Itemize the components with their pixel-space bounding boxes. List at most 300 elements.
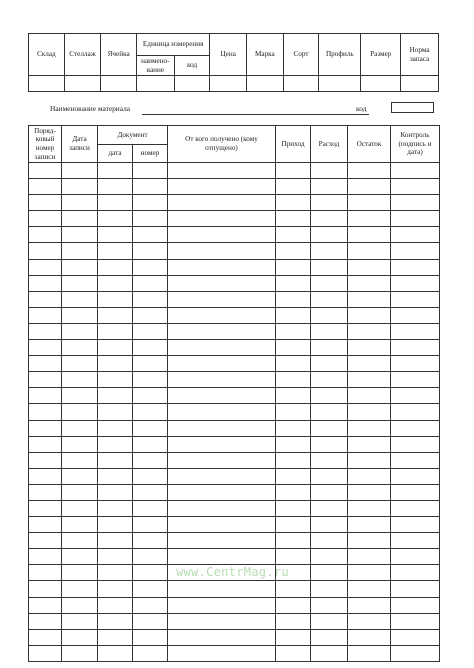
table-cell[interactable] bbox=[98, 629, 133, 645]
table-row[interactable] bbox=[29, 323, 440, 339]
table-cell[interactable] bbox=[133, 291, 168, 307]
table-row[interactable] bbox=[29, 227, 440, 243]
table-cell[interactable] bbox=[29, 259, 62, 275]
table-cell[interactable] bbox=[98, 645, 133, 661]
table-cell[interactable] bbox=[133, 243, 168, 259]
table-cell[interactable] bbox=[311, 307, 348, 323]
table-cell[interactable] bbox=[168, 484, 276, 500]
table-cell[interactable] bbox=[62, 195, 98, 211]
table-cell[interactable] bbox=[311, 581, 348, 597]
table-row[interactable] bbox=[29, 420, 440, 436]
table-cell[interactable] bbox=[391, 307, 440, 323]
table-cell[interactable] bbox=[391, 565, 440, 581]
table-cell[interactable] bbox=[98, 259, 133, 275]
table-cell[interactable] bbox=[168, 436, 276, 452]
table-cell[interactable] bbox=[311, 597, 348, 613]
table-cell[interactable] bbox=[276, 323, 311, 339]
table-cell[interactable] bbox=[98, 500, 133, 516]
table-cell[interactable] bbox=[62, 436, 98, 452]
table-cell[interactable] bbox=[311, 227, 348, 243]
table-row[interactable] bbox=[29, 645, 440, 661]
table-cell[interactable] bbox=[98, 565, 133, 581]
table-cell[interactable] bbox=[276, 468, 311, 484]
table-cell[interactable] bbox=[29, 388, 62, 404]
table-cell[interactable] bbox=[348, 340, 391, 356]
table-row[interactable] bbox=[29, 597, 440, 613]
table-cell[interactable] bbox=[311, 420, 348, 436]
table-cell[interactable] bbox=[29, 404, 62, 420]
table-cell[interactable] bbox=[29, 195, 62, 211]
table-cell[interactable] bbox=[348, 307, 391, 323]
table-row[interactable] bbox=[29, 452, 440, 468]
table-row[interactable] bbox=[29, 436, 440, 452]
table-cell[interactable] bbox=[168, 227, 276, 243]
table-cell[interactable] bbox=[133, 307, 168, 323]
table-cell[interactable] bbox=[391, 436, 440, 452]
table-cell[interactable] bbox=[311, 565, 348, 581]
table-cell[interactable] bbox=[311, 549, 348, 565]
table-cell[interactable] bbox=[168, 163, 276, 179]
table-cell[interactable] bbox=[348, 645, 391, 661]
table-cell[interactable] bbox=[391, 468, 440, 484]
table-cell[interactable] bbox=[276, 500, 311, 516]
table-cell[interactable] bbox=[29, 372, 62, 388]
table-cell[interactable] bbox=[276, 291, 311, 307]
table-cell[interactable] bbox=[276, 645, 311, 661]
table-cell[interactable] bbox=[348, 517, 391, 533]
table-cell[interactable] bbox=[311, 484, 348, 500]
table-cell[interactable] bbox=[311, 243, 348, 259]
table-cell[interactable] bbox=[311, 533, 348, 549]
table-cell[interactable] bbox=[62, 372, 98, 388]
table-cell[interactable] bbox=[133, 195, 168, 211]
table-cell[interactable] bbox=[168, 307, 276, 323]
table-cell[interactable] bbox=[348, 211, 391, 227]
table-cell[interactable] bbox=[348, 259, 391, 275]
table-cell[interactable] bbox=[168, 597, 276, 613]
table-cell[interactable] bbox=[391, 275, 440, 291]
table-cell[interactable] bbox=[168, 629, 276, 645]
table-cell[interactable] bbox=[348, 484, 391, 500]
table-cell[interactable] bbox=[348, 356, 391, 372]
table-cell[interactable] bbox=[311, 259, 348, 275]
table-cell[interactable] bbox=[29, 565, 62, 581]
table-cell[interactable] bbox=[311, 179, 348, 195]
table-cell[interactable] bbox=[348, 323, 391, 339]
table-cell[interactable] bbox=[29, 452, 62, 468]
table-cell[interactable] bbox=[98, 468, 133, 484]
table-cell[interactable] bbox=[311, 500, 348, 516]
table-cell[interactable] bbox=[311, 404, 348, 420]
table-cell[interactable] bbox=[391, 629, 440, 645]
table-cell[interactable] bbox=[29, 275, 62, 291]
table-cell[interactable] bbox=[29, 420, 62, 436]
table-cell[interactable] bbox=[391, 452, 440, 468]
table-cell[interactable] bbox=[276, 243, 311, 259]
table-cell[interactable] bbox=[348, 533, 391, 549]
table-cell[interactable] bbox=[62, 259, 98, 275]
table-cell[interactable] bbox=[311, 388, 348, 404]
table-cell[interactable] bbox=[133, 227, 168, 243]
table-cell[interactable] bbox=[62, 517, 98, 533]
table-cell[interactable] bbox=[29, 163, 62, 179]
table-cell[interactable] bbox=[276, 179, 311, 195]
material-name-field[interactable] bbox=[142, 114, 369, 115]
table-cell[interactable] bbox=[98, 420, 133, 436]
table-cell[interactable] bbox=[62, 404, 98, 420]
table-cell[interactable] bbox=[276, 163, 311, 179]
table-cell[interactable] bbox=[62, 549, 98, 565]
table-cell[interactable] bbox=[29, 468, 62, 484]
table-cell[interactable] bbox=[29, 243, 62, 259]
top-table-entry-row[interactable] bbox=[29, 76, 439, 92]
table-cell[interactable] bbox=[133, 356, 168, 372]
table-row[interactable] bbox=[29, 291, 440, 307]
table-cell[interactable] bbox=[98, 597, 133, 613]
table-cell[interactable] bbox=[98, 549, 133, 565]
table-cell[interactable] bbox=[348, 291, 391, 307]
table-cell[interactable] bbox=[311, 323, 348, 339]
table-cell[interactable] bbox=[168, 195, 276, 211]
table-cell[interactable] bbox=[348, 404, 391, 420]
table-cell[interactable] bbox=[276, 211, 311, 227]
table-cell[interactable] bbox=[98, 307, 133, 323]
table-cell[interactable] bbox=[133, 163, 168, 179]
table-cell[interactable] bbox=[311, 629, 348, 645]
table-cell[interactable] bbox=[62, 452, 98, 468]
table-cell[interactable] bbox=[62, 581, 98, 597]
table-row[interactable] bbox=[29, 259, 440, 275]
table-cell[interactable] bbox=[133, 597, 168, 613]
table-cell[interactable] bbox=[348, 468, 391, 484]
table-cell[interactable] bbox=[391, 517, 440, 533]
table-row[interactable] bbox=[29, 517, 440, 533]
table-cell[interactable] bbox=[98, 484, 133, 500]
table-cell[interactable] bbox=[311, 517, 348, 533]
table-cell[interactable] bbox=[168, 356, 276, 372]
table-row[interactable] bbox=[29, 581, 440, 597]
table-cell[interactable] bbox=[62, 323, 98, 339]
table-cell[interactable] bbox=[98, 356, 133, 372]
table-cell[interactable] bbox=[168, 259, 276, 275]
table-cell[interactable] bbox=[348, 597, 391, 613]
table-cell[interactable] bbox=[62, 163, 98, 179]
table-row[interactable] bbox=[29, 484, 440, 500]
table-cell[interactable] bbox=[348, 163, 391, 179]
table-cell[interactable] bbox=[62, 291, 98, 307]
table-cell[interactable] bbox=[133, 517, 168, 533]
table-cell[interactable] bbox=[276, 549, 311, 565]
table-cell[interactable] bbox=[276, 372, 311, 388]
table-cell[interactable] bbox=[168, 388, 276, 404]
table-cell[interactable] bbox=[29, 356, 62, 372]
table-cell[interactable] bbox=[348, 613, 391, 629]
table-cell[interactable] bbox=[29, 307, 62, 323]
table-cell[interactable] bbox=[133, 581, 168, 597]
table-row[interactable] bbox=[29, 372, 440, 388]
table-cell[interactable] bbox=[133, 211, 168, 227]
table-cell[interactable] bbox=[98, 323, 133, 339]
table-cell[interactable] bbox=[62, 227, 98, 243]
table-cell[interactable] bbox=[168, 613, 276, 629]
table-cell[interactable] bbox=[348, 195, 391, 211]
table-cell[interactable] bbox=[391, 500, 440, 516]
table-cell[interactable] bbox=[62, 533, 98, 549]
table-cell[interactable] bbox=[62, 211, 98, 227]
table-cell[interactable] bbox=[391, 259, 440, 275]
table-cell[interactable] bbox=[98, 388, 133, 404]
table-cell[interactable] bbox=[391, 323, 440, 339]
table-cell[interactable] bbox=[168, 468, 276, 484]
table-cell[interactable] bbox=[276, 452, 311, 468]
table-row[interactable] bbox=[29, 549, 440, 565]
table-row[interactable] bbox=[29, 307, 440, 323]
table-cell[interactable] bbox=[29, 629, 62, 645]
table-cell[interactable] bbox=[98, 243, 133, 259]
table-cell[interactable] bbox=[348, 549, 391, 565]
table-cell[interactable] bbox=[391, 179, 440, 195]
table-cell[interactable] bbox=[29, 323, 62, 339]
table-cell[interactable] bbox=[29, 291, 62, 307]
table-row[interactable] bbox=[29, 468, 440, 484]
table-row[interactable] bbox=[29, 195, 440, 211]
table-cell[interactable] bbox=[98, 372, 133, 388]
table-row[interactable] bbox=[29, 613, 440, 629]
table-row[interactable] bbox=[29, 275, 440, 291]
table-cell[interactable] bbox=[311, 468, 348, 484]
table-cell[interactable] bbox=[348, 420, 391, 436]
table-cell[interactable] bbox=[98, 517, 133, 533]
table-cell[interactable] bbox=[276, 340, 311, 356]
table-cell[interactable] bbox=[391, 388, 440, 404]
table-cell[interactable] bbox=[29, 645, 62, 661]
table-cell[interactable] bbox=[276, 404, 311, 420]
table-cell[interactable] bbox=[98, 340, 133, 356]
table-cell[interactable] bbox=[391, 163, 440, 179]
table-cell[interactable] bbox=[62, 179, 98, 195]
table-cell[interactable] bbox=[276, 275, 311, 291]
table-cell[interactable] bbox=[276, 436, 311, 452]
table-cell[interactable] bbox=[62, 597, 98, 613]
table-cell[interactable] bbox=[276, 307, 311, 323]
table-cell[interactable] bbox=[276, 420, 311, 436]
table-cell[interactable] bbox=[348, 388, 391, 404]
table-cell[interactable] bbox=[168, 179, 276, 195]
table-cell[interactable] bbox=[391, 484, 440, 500]
table-cell[interactable] bbox=[62, 388, 98, 404]
table-row[interactable] bbox=[29, 356, 440, 372]
table-cell[interactable] bbox=[276, 581, 311, 597]
table-cell[interactable] bbox=[276, 259, 311, 275]
table-cell[interactable] bbox=[133, 468, 168, 484]
table-cell[interactable] bbox=[133, 388, 168, 404]
table-row[interactable] bbox=[29, 533, 440, 549]
table-cell[interactable] bbox=[29, 597, 62, 613]
table-cell[interactable] bbox=[391, 195, 440, 211]
table-cell[interactable] bbox=[133, 259, 168, 275]
table-cell[interactable] bbox=[391, 227, 440, 243]
table-cell[interactable] bbox=[311, 436, 348, 452]
table-cell[interactable] bbox=[168, 323, 276, 339]
table-cell[interactable] bbox=[29, 227, 62, 243]
table-cell[interactable] bbox=[98, 211, 133, 227]
table-cell[interactable] bbox=[391, 211, 440, 227]
table-cell[interactable] bbox=[29, 211, 62, 227]
table-row[interactable] bbox=[29, 211, 440, 227]
table-cell[interactable] bbox=[62, 468, 98, 484]
table-cell[interactable] bbox=[29, 484, 62, 500]
table-cell[interactable] bbox=[98, 227, 133, 243]
table-row[interactable] bbox=[29, 388, 440, 404]
table-cell[interactable] bbox=[168, 500, 276, 516]
table-cell[interactable] bbox=[348, 581, 391, 597]
table-cell[interactable] bbox=[98, 404, 133, 420]
table-cell[interactable] bbox=[62, 356, 98, 372]
table-cell[interactable] bbox=[133, 404, 168, 420]
table-cell[interactable] bbox=[311, 195, 348, 211]
table-cell[interactable] bbox=[98, 436, 133, 452]
table-cell[interactable] bbox=[391, 581, 440, 597]
table-cell[interactable] bbox=[98, 613, 133, 629]
table-row[interactable] bbox=[29, 404, 440, 420]
table-cell[interactable] bbox=[29, 340, 62, 356]
table-cell[interactable] bbox=[311, 613, 348, 629]
table-row[interactable] bbox=[29, 243, 440, 259]
table-cell[interactable] bbox=[133, 549, 168, 565]
table-cell[interactable] bbox=[168, 645, 276, 661]
table-cell[interactable] bbox=[29, 533, 62, 549]
table-cell[interactable] bbox=[29, 179, 62, 195]
table-cell[interactable] bbox=[133, 323, 168, 339]
table-cell[interactable] bbox=[348, 565, 391, 581]
table-cell[interactable] bbox=[98, 291, 133, 307]
table-cell[interactable] bbox=[62, 243, 98, 259]
table-cell[interactable] bbox=[276, 597, 311, 613]
table-cell[interactable] bbox=[276, 517, 311, 533]
table-cell[interactable] bbox=[348, 372, 391, 388]
table-cell[interactable] bbox=[311, 356, 348, 372]
table-cell[interactable] bbox=[311, 645, 348, 661]
code-field[interactable] bbox=[391, 102, 434, 113]
table-cell[interactable] bbox=[391, 645, 440, 661]
table-cell[interactable] bbox=[311, 211, 348, 227]
table-cell[interactable] bbox=[133, 275, 168, 291]
table-cell[interactable] bbox=[348, 452, 391, 468]
table-cell[interactable] bbox=[391, 404, 440, 420]
table-cell[interactable] bbox=[62, 275, 98, 291]
table-cell[interactable] bbox=[62, 565, 98, 581]
table-cell[interactable] bbox=[276, 356, 311, 372]
table-cell[interactable] bbox=[391, 243, 440, 259]
table-cell[interactable] bbox=[168, 549, 276, 565]
table-cell[interactable] bbox=[348, 436, 391, 452]
table-cell[interactable] bbox=[62, 307, 98, 323]
table-cell[interactable] bbox=[62, 500, 98, 516]
table-cell[interactable] bbox=[133, 452, 168, 468]
table-cell[interactable] bbox=[133, 340, 168, 356]
table-cell[interactable] bbox=[29, 549, 62, 565]
table-cell[interactable] bbox=[62, 629, 98, 645]
table-cell[interactable] bbox=[391, 597, 440, 613]
table-cell[interactable] bbox=[133, 613, 168, 629]
table-cell[interactable] bbox=[29, 613, 62, 629]
table-cell[interactable] bbox=[311, 163, 348, 179]
table-cell[interactable] bbox=[276, 629, 311, 645]
table-cell[interactable] bbox=[348, 629, 391, 645]
table-cell[interactable] bbox=[168, 211, 276, 227]
table-cell[interactable] bbox=[276, 388, 311, 404]
table-cell[interactable] bbox=[133, 372, 168, 388]
table-cell[interactable] bbox=[168, 420, 276, 436]
table-cell[interactable] bbox=[391, 340, 440, 356]
table-cell[interactable] bbox=[391, 549, 440, 565]
table-row[interactable] bbox=[29, 179, 440, 195]
table-cell[interactable] bbox=[98, 179, 133, 195]
table-cell[interactable] bbox=[133, 420, 168, 436]
table-cell[interactable] bbox=[98, 195, 133, 211]
table-cell[interactable] bbox=[168, 340, 276, 356]
table-cell[interactable] bbox=[311, 275, 348, 291]
table-cell[interactable] bbox=[311, 372, 348, 388]
table-cell[interactable] bbox=[168, 533, 276, 549]
table-cell[interactable] bbox=[168, 275, 276, 291]
table-cell[interactable] bbox=[133, 500, 168, 516]
table-cell[interactable] bbox=[311, 452, 348, 468]
table-cell[interactable] bbox=[29, 581, 62, 597]
table-cell[interactable] bbox=[62, 645, 98, 661]
table-row[interactable] bbox=[29, 163, 440, 179]
table-cell[interactable] bbox=[391, 372, 440, 388]
table-cell[interactable] bbox=[391, 356, 440, 372]
table-cell[interactable] bbox=[98, 275, 133, 291]
table-cell[interactable] bbox=[391, 420, 440, 436]
table-row[interactable] bbox=[29, 340, 440, 356]
table-cell[interactable] bbox=[62, 484, 98, 500]
table-cell[interactable] bbox=[348, 275, 391, 291]
table-cell[interactable] bbox=[133, 484, 168, 500]
table-row[interactable] bbox=[29, 629, 440, 645]
table-cell[interactable] bbox=[98, 581, 133, 597]
table-cell[interactable] bbox=[276, 195, 311, 211]
table-cell[interactable] bbox=[348, 227, 391, 243]
table-cell[interactable] bbox=[276, 227, 311, 243]
table-cell[interactable] bbox=[348, 243, 391, 259]
table-cell[interactable] bbox=[29, 436, 62, 452]
table-cell[interactable] bbox=[168, 517, 276, 533]
table-cell[interactable] bbox=[348, 500, 391, 516]
table-cell[interactable] bbox=[62, 340, 98, 356]
table-cell[interactable] bbox=[168, 372, 276, 388]
table-cell[interactable] bbox=[62, 420, 98, 436]
table-cell[interactable] bbox=[276, 533, 311, 549]
table-cell[interactable] bbox=[98, 163, 133, 179]
table-cell[interactable] bbox=[62, 613, 98, 629]
table-cell[interactable] bbox=[391, 533, 440, 549]
table-cell[interactable] bbox=[311, 291, 348, 307]
table-cell[interactable] bbox=[168, 404, 276, 420]
table-cell[interactable] bbox=[168, 452, 276, 468]
table-cell[interactable] bbox=[133, 565, 168, 581]
table-cell[interactable] bbox=[29, 500, 62, 516]
table-cell[interactable] bbox=[276, 613, 311, 629]
table-cell[interactable] bbox=[391, 291, 440, 307]
table-cell[interactable] bbox=[133, 629, 168, 645]
table-row[interactable] bbox=[29, 500, 440, 516]
table-cell[interactable] bbox=[391, 613, 440, 629]
table-cell[interactable] bbox=[133, 436, 168, 452]
table-cell[interactable] bbox=[168, 243, 276, 259]
table-cell[interactable] bbox=[29, 517, 62, 533]
